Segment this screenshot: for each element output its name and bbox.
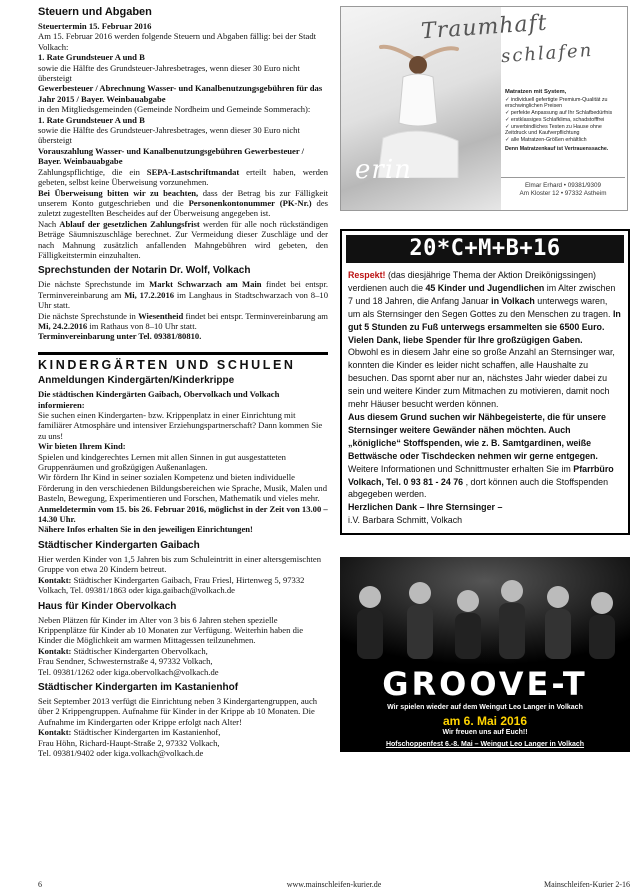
sternsinger-dank: Herzlichen Dank – Ihre Sternsinger – <box>348 502 503 513</box>
kiga-heading: Anmeldungen Kindergärten/Kinderkrippe <box>38 375 235 387</box>
kastanienhof-kontakt-label: Kontakt: <box>38 727 72 738</box>
sternsinger-p1 <box>348 269 622 346</box>
kastanienhof-text: Seit September 2013 verfügt die Einrichtung neben 3 Kindergartengruppen, auch über 2 Krippengruppen. Aufnahme für Kinder in der Krippe ab 10 Monaten. Die Aufnahme im Kindergarten oder Krippe erfolgt nach Alter! <box>38 695 318 727</box>
gaibach-kontakt-label: Kontakt: <box>38 574 72 585</box>
groove-line3: Wir freuen uns auf Euch!! <box>442 729 528 737</box>
notarin-p2b: Wiesentheid <box>138 310 184 321</box>
notarin-p1 <box>38 279 328 310</box>
kastanienhof-kontakt <box>38 727 328 737</box>
footer-url[interactable]: www.mainschleifen-kurier.de <box>286 880 382 889</box>
gaibach-heading: Städtischer Kindergarten Gaibach <box>38 539 200 551</box>
ueberweisung-a: Bei Überweisung bitten wir zu beachten, <box>38 187 199 198</box>
sepa-text-c: erteilt haben, werden gebeten, selbst keine Überweisung vorzunehmen. <box>38 166 328 188</box>
feature-item: ✓ perfekte Anpassung auf Ihr Schlafbedürfnis <box>505 110 613 117</box>
respekt-label: Respekt! <box>348 270 386 280</box>
steuern-intro: Am 15. Februar 2016 werden folgende Steuern und Abgaben fällig: bei der Stadt Volkach: <box>38 31 317 52</box>
notarin-p1b: Markt Schwarzach am Main <box>149 279 262 290</box>
sternsinger-p2: Obwohl es in diesem Jahr eine so große Anzahl an Sternsinger war, konnten die Kinder es leider nicht schaffen, alle Haushalte zu besuchen. Das spornt aber nur an, nächstes Jahr wieder dabei zu sein und weitere Kinder zum Mitmachen zu motivieren, damit noch mehr Häuser besucht werden können. <box>348 347 615 410</box>
st-t6b: Pfarrbüro Volkach, Tel. 0 93 81 - 24 76 <box>348 463 614 487</box>
st-t3b: In gut 5 Stunden zu Fuß unterwegs ersammelten sie 6500 Euro. Vielen Dank, liebe Spender für Ihre großzügigen Gaben. <box>348 308 621 345</box>
kiga-infos: Nähere Infos erhalten Sie in den jeweiligen Einrichtungen! <box>38 524 253 535</box>
kastanienhof-kontakt-text: Städtischer Kindergarten im Kastanienhof, <box>71 727 221 738</box>
groove-line1: Wir spielen wieder auf dem Weingut Leo Langer in Volkach <box>387 704 583 712</box>
steuern-ueberweisung <box>38 188 328 219</box>
gaibach-kontakt <box>38 575 328 596</box>
ad-groove-t <box>340 557 630 752</box>
kiga-anmeldetermin: Anmeldetermin vom 15. bis 26. Februar 2016, möglichst in der Zeit von 13.00 – 14.30 Uhr. <box>38 503 328 525</box>
notarin-telefon: Terminvereinbarung unter Tel. 09381/80810. <box>38 331 202 342</box>
kastanienhof-heading: Städtischer Kindergarten im Kastanienhof <box>38 681 239 693</box>
kiga-foerdern: Wir fördern Ihr Kind in seiner sozialen Kompetenz und bieten individuelle Förderung in den verschiedenen Bildungsbereichen wie Sprache, Musik, Malen und Basteln, Bewegung, Experimentieren und Forschen, Mathematik und vieles mehr. <box>38 472 328 504</box>
st-t2b: in Volkach <box>491 295 535 306</box>
st-t6c: , dort können auch die Stoffspenden abgegeben werden. <box>348 476 609 500</box>
feature-item: ✓ individuell gefertigte Premium-Qualität zu erschwinglichen Preisen <box>505 96 608 110</box>
gaibach-kontakt-text: Städtischer Kindergarten Gaibach, Frau Friesl, Hirtenweg 5, 97332 Volkach, Tel. 09381/1863 oder kiga.gaibach@volkach.de <box>38 574 305 596</box>
obervolkach-kontakt-2: Frau Sendner, Schwesternstraße 4, 97332 Volkach, <box>38 656 213 667</box>
gaibach-text: Hier werden Kinder von 1,5 Jahren bis zum Schuleintritt in einer altersgemischten Gruppe von etwa 20 Kindern betreut. <box>38 553 322 575</box>
erin-logo: erin <box>355 155 412 185</box>
ad-contact-line1: Elmar Erhard • 09381/9309 <box>524 182 602 189</box>
feature-item: ✓ alle Matratzen-Größen erhältlich <box>505 136 587 143</box>
features-heading: Matratzen mit System, <box>505 89 567 95</box>
sternsinger-box <box>340 229 630 535</box>
sternsinger-text <box>342 267 628 533</box>
band-photo <box>340 557 630 677</box>
frist-c: werden für alle noch rückständigen Beträge Säumniszuschläge berechnet. Zur Vermeidung dieser Zuschläge und der nach Mahnung zusätzlich anfallenden Mahngebühren wird gebeten, den Fälligkeitstermin einzuhalten. <box>38 218 329 260</box>
obervolkach-kontakt <box>38 646 328 656</box>
obervolkach-kontakt-label: Kontakt: <box>38 645 72 656</box>
kiga-bieten: Spielen und kindgerechtes Lernen mit allen Sinnen in gut ausgestatteten Gruppenräumen und großzügigen Außenanlagen. <box>38 451 286 473</box>
ad-title: Traumhaft <box>420 10 549 45</box>
obervolkach-kontakt-3: Tel. 09381/1262 oder kiga.obervolkach@volkach.de <box>38 666 219 677</box>
kastanienhof-kontakt-2: Frau Höhn, Richard-Haupt-Straße 2, 97332 Volkach, <box>38 737 220 748</box>
feature-item: ✓ unverbindliches Testen zu Hause ohne Zeitdruck und Kaufverpflichtung <box>505 123 602 137</box>
steuern-item3-title: 1. Rate Grundsteuer A und B <box>38 114 145 125</box>
steuern-item1-title: 1. Rate Grundsteuer A und B <box>38 52 145 63</box>
matratzen-features <box>505 89 625 152</box>
sternsinger-banner: 20*C+M+B+16 <box>346 235 624 263</box>
kiga-bieten-title: Wir bieten Ihrem Kind: <box>38 441 126 452</box>
kiga-intro: Sie suchen einen Kindergarten- bzw. Krippenplatz in einer Einrichtung mit familiärer Atmosphäre und intensiver Erziehungspartnerschaft? Dann kommen Sie zu uns! <box>38 410 323 441</box>
frist-b: Ablauf der gesetzlichen Zahlungsfrist <box>59 218 200 229</box>
section-kindergaerten: KINDERGÄRTEN UND SCHULEN <box>38 352 328 370</box>
st-t6a: Weitere Informationen und Schnittmuster erhalten Sie im <box>348 463 574 474</box>
steuern-subheading: Steuertermin 15. Februar 2016 <box>38 21 152 31</box>
sternsinger-p4 <box>348 463 622 502</box>
groove-line4: Hofschoppenfest 6.-8. Mai – Weingut Leo Langer in Volkach <box>385 741 585 749</box>
ad-traumhaft-schlafen <box>340 6 628 211</box>
steuern-item1-text: sowie die Hälfte des Grundsteuer-Jahresbetrages, wenn dieser 30 Euro nicht übersteigt <box>38 62 300 84</box>
obervolkach-text: Neben Plätzen für Kinder im Alter von 3 bis 6 Jahren stehen spezielle Krippenplätze für Kinder ab 10 Monaten zur Verfügung. Weiterhin haben die Kinder die Möglichkeit am warmen Mittagessen teilzunehmen. <box>38 614 304 646</box>
features-tagline: Denn Matratzenkauf ist Vertrauenssache. <box>505 145 609 152</box>
ueberweisung-c: Personenkontonummer (PK-Nr.) <box>188 197 312 208</box>
steuern-zahlungsfrist <box>38 219 328 261</box>
sepa-text-a: Zahlungspflichtige, die ein <box>38 166 147 177</box>
steuern-item2-title: Gewerbesteuer / Abrechnung Wasser- und Kanalbenutzungsgebühren für das Jahr 2015 / Bayer. Weinbauabgabe <box>38 83 323 104</box>
steuern-heading: Steuern und Abgaben <box>38 6 152 18</box>
frist-a: Nach <box>38 218 60 229</box>
footer-issue: Mainschleifen-Kurier 2-16 <box>544 880 630 889</box>
kastanienhof-kontakt-3: Tel. 09381/9402 oder kiga.volkach@volkach.de <box>38 747 204 758</box>
feature-item: ✓ erstklassiges Schlafklima, schadstofffrei <box>505 116 605 123</box>
obervolkach-heading: Haus für Kinder Obervolkach <box>38 600 177 612</box>
band-name: GROOVE-T <box>382 665 588 704</box>
left-column <box>38 6 328 758</box>
st-t1: (das diesjährige Thema der Aktion Dreikönigssingen) verdienen auch die <box>348 270 596 293</box>
steuern-mitglied: in den Mitgliedsgemeinden (Gemeinde Nordheim und Gemeinde Sommerach): <box>38 104 311 115</box>
right-column <box>340 6 630 752</box>
ueberweisung-d: des zuletzt zugestellten Bescheides auf der Überweisung angegeben ist. <box>38 197 329 219</box>
ad-subtitle: schlafen <box>500 39 594 68</box>
notarin-p2c: findet bei entspr. Terminvereinbarung am <box>183 310 328 321</box>
notarin-p1e: im Langhaus in Stadtschwarzach von 8–10 Uhr statt. <box>38 289 328 311</box>
sepa-text-b: SEPA-Lastschriftmandat <box>146 166 240 177</box>
ad-contact-line2: Am Kloster 12 • 97332 Astheim <box>519 190 607 197</box>
notarin-p1c: findet bei entspr. Terminvereinbarung am <box>38 279 328 300</box>
ueberweisung-b: dass der Betrag bis zur Fälligkeit unserem Konto gutgeschrieben und die <box>38 187 328 208</box>
ad-contact <box>501 177 625 198</box>
groove-date: am 6. Mai 2016 <box>442 714 528 729</box>
page-number: 6 <box>38 880 42 889</box>
notarin-p2e: im Rathaus von 8–10 Uhr statt. <box>87 320 197 331</box>
st-t1b: 45 Kinder und Jugendlichen <box>425 282 545 293</box>
notarin-p2d: Mi, 24.2.2016 <box>38 320 88 331</box>
notarin-p1d: Mi, 17.2.2016 <box>124 289 175 300</box>
steuern-item4-title: Vorauszahlung Wasser- und Kanalbenutzungsgebühren Gewerbesteuer / Bayer. Weinbauabgabe <box>38 145 305 167</box>
steuern-item3-text: sowie die Hälfte des Grundsteuer-Jahresbetrages, wenn dieser 30 Euro nicht übersteigt <box>38 125 300 146</box>
notarin-heading: Sprechstunden der Notarin Dr. Wolf, Volkach <box>38 265 251 277</box>
notarin-p1a: Die nächste Sprechstunde im <box>38 279 150 290</box>
obervolkach-kontakt-text: Städtischer Kindergarten Obervolkach, <box>71 645 208 656</box>
kiga-intro-bold: Die städtischen Kindergärten Gaibach, Obervolkach und Volkach informieren: <box>38 389 280 410</box>
sternsinger-p3: Aus diesem Grund suchen wir Nähbegeisterte, die für unsere Sternsinger weitere Gewänder nähen möchten. Auch „königliche“ Stoffspenden, wie z. B. Samtgardinen, weiße Bettwäsche oder Tischdecken nehmen wir gerne entgegen. <box>348 411 606 461</box>
sternsinger-signature: i.V. Barbara Schmitt, Volkach <box>348 515 463 526</box>
notarin-p2 <box>38 311 328 332</box>
notarin-p2a: Die nächste Sprechstunde in <box>38 310 139 321</box>
st-t2: im Alter zwischen 7 und 18 Jahren, die Anfang Januar <box>348 282 616 306</box>
steuern-sepa <box>38 167 328 188</box>
st-t3: unterwegs waren, um als Sternsinger den Segen Gottes zu den Menschen zu tragen. <box>348 295 613 319</box>
